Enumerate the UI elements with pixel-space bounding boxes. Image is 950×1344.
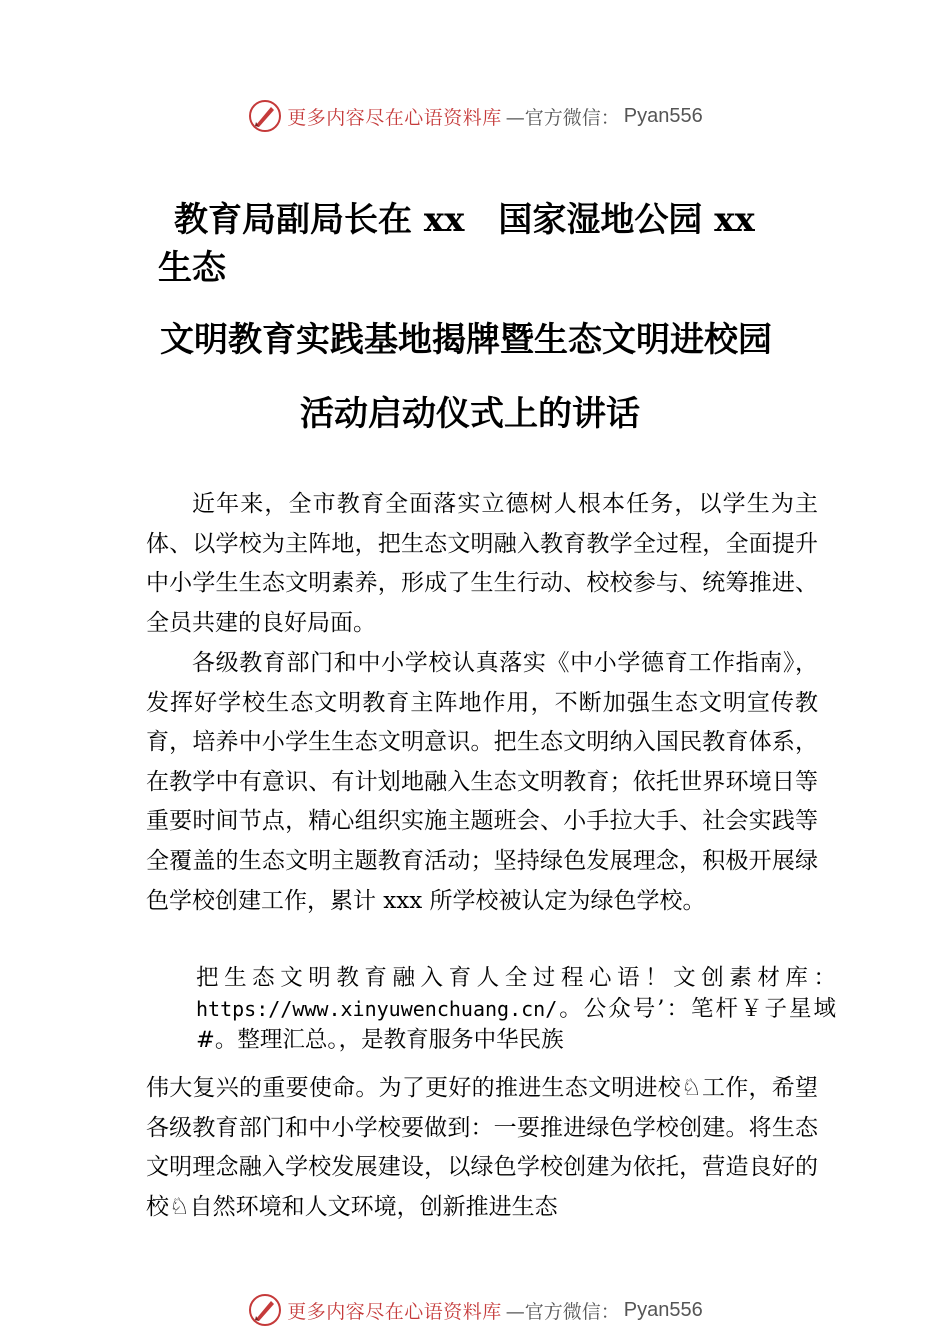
paragraph-2: 各级教育部门和中小学校认真落实《中小学德育工作指南》，发挥好学校生态文明教育主阵地作用，不断加强生态文明宣传教育，培养中小学生生态文明意识。把生态文明纳入国民教育体系，在教学中有意识、有计划地融入生态文明教育；依托世界环境日等重要时间节点，精心组织实施主题班会、小手拉大手、社会实践等全覆盖的生态文明主题教育活动；坚持绿色发展理念，积极开展绿色学校创建工作，累计 xxx 所学校被认定为绿色学校。 bbox=[146, 650, 818, 914]
header-watermark bbox=[0, 96, 950, 136]
title-line-4: 活动启动仪式上的讲话 bbox=[300, 394, 640, 434]
source-url: https://www.xinyuwenchuang.cn/ bbox=[196, 997, 558, 1021]
quill-pen-icon bbox=[247, 98, 283, 134]
wechat-id: Pyan556 bbox=[623, 1298, 703, 1321]
watermark-separator: —官方微信： bbox=[505, 1300, 620, 1323]
paragraph-4: 伟大复兴的重要使命。为了更好的推进生态文明进校♘工作，希望各级教育部门和中小学校要做到：一要推进绿色学校创建。将生态文明理念融入学校发展建设，以绿色学校创建为依托，营造良好的校♘自然环境和人文环境，创新推进生态 bbox=[146, 1075, 818, 1220]
paragraph-3 bbox=[196, 963, 836, 1056]
footer-watermark bbox=[0, 1290, 950, 1330]
title-line-1: 教育局副局长在 xx 国家湿地公园 xx bbox=[174, 200, 755, 240]
paragraph-1: 近年来，全市教育全面落实立德树人根本任务，以学生为主体、以学校为主阵地，把生态文明融入教育教学全过程，全面提升中小学生生态文明素养，形成了生生行动、校校参与、统筹推进、全员共建的良好局面。 bbox=[146, 491, 818, 636]
quill-pen-icon bbox=[247, 1292, 283, 1328]
title-line-2: 生态 bbox=[158, 248, 226, 288]
wechat-id: Pyan556 bbox=[623, 104, 703, 127]
paragraph-3-text-a: 把生态文明教育融入育人全过程心语！文创素材库： bbox=[196, 965, 836, 991]
watermark-text: 更多内容尽在心语资料库 bbox=[287, 1300, 502, 1323]
watermark-separator: —官方微信： bbox=[505, 106, 620, 129]
title-line-3: 文明教育实践基地揭牌暨生态文明进校园 bbox=[160, 320, 772, 360]
paragraph-3-text-b: 。公众号’：笔杆￥子星域#。整理汇总。，是教育服务中华民族 bbox=[196, 996, 836, 1053]
watermark-text: 更多内容尽在心语资料库 bbox=[287, 106, 502, 129]
